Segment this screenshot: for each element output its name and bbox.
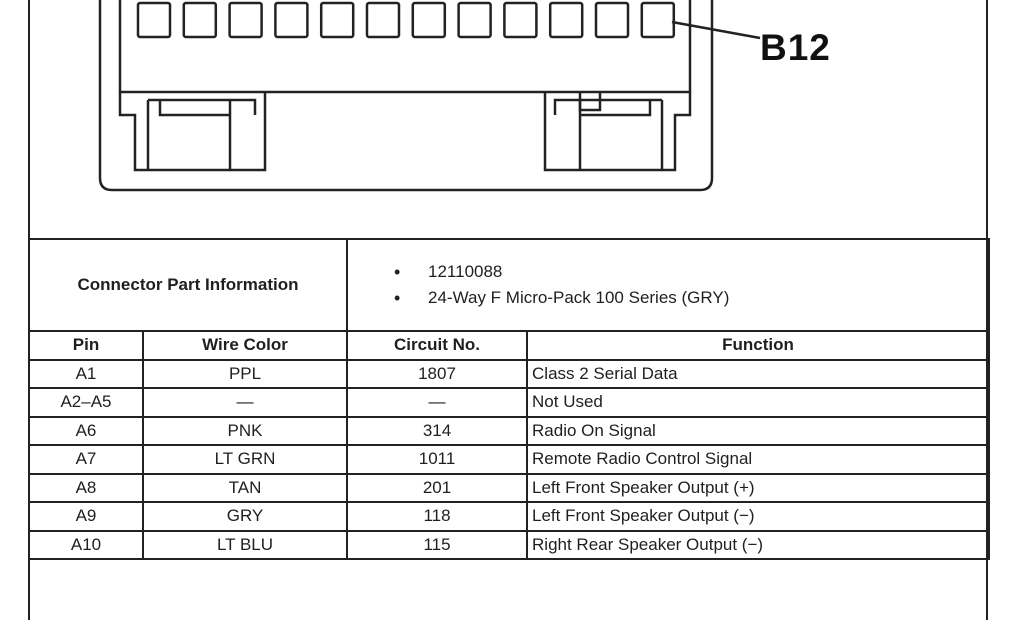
function-cell: Radio On Signal — [527, 417, 989, 446]
wire-color-cell: — — [143, 388, 347, 417]
right-latch — [555, 100, 662, 170]
table-row — [29, 474, 989, 503]
pin-cavity — [230, 3, 262, 37]
connector-part-number: • 12110088 — [388, 259, 984, 285]
wire-color-cell: LT BLU — [143, 531, 347, 560]
circuit-cell: 115 — [347, 531, 527, 560]
pin-cavity — [184, 3, 216, 37]
pin-cell: A9 — [29, 502, 143, 531]
table-row — [29, 388, 989, 417]
pin-cell: A7 — [29, 445, 143, 474]
pin-cavity — [367, 3, 399, 37]
function-cell: Left Front Speaker Output (+) — [527, 474, 989, 503]
table-row — [29, 360, 989, 389]
pin-cavity — [596, 3, 628, 37]
circuit-cell: 118 — [347, 502, 527, 531]
pin-cavity — [459, 3, 491, 37]
pin-cell: A1 — [29, 360, 143, 389]
wire-color-cell: PNK — [143, 417, 347, 446]
connector-diagram — [0, 0, 1024, 240]
function-cell: Class 2 Serial Data — [527, 360, 989, 389]
header-pin: Pin — [29, 331, 143, 360]
function-cell: Not Used — [527, 388, 989, 417]
connector-info-row — [29, 239, 989, 331]
table-row — [29, 502, 989, 531]
table-row — [29, 417, 989, 446]
pin-cell: A10 — [29, 531, 143, 560]
callout-leader-line — [672, 22, 760, 38]
pin-cavity — [275, 3, 307, 37]
function-cell: Left Front Speaker Output (−) — [527, 502, 989, 531]
pin-cavity — [550, 3, 582, 37]
left-latch — [148, 100, 255, 170]
table-row — [29, 531, 989, 560]
wire-color-cell: LT GRN — [143, 445, 347, 474]
pin-row — [138, 3, 674, 37]
header-wire-color: Wire Color — [143, 331, 347, 360]
wire-color-cell: GRY — [143, 502, 347, 531]
pin-cavity — [138, 3, 170, 37]
table-header-row — [29, 331, 989, 360]
header-function: Function — [527, 331, 989, 360]
circuit-cell: 314 — [347, 417, 527, 446]
pin-cavity — [321, 3, 353, 37]
header-circuit-no: Circuit No. — [347, 331, 527, 360]
pin-cell: A8 — [29, 474, 143, 503]
connector-pin-table — [28, 238, 990, 560]
connector-description: • 24-Way F Micro-Pack 100 Series (GRY) — [388, 285, 984, 311]
pin-callout-label: B12 — [760, 27, 831, 68]
circuit-cell: — — [347, 388, 527, 417]
wire-color-cell: PPL — [143, 360, 347, 389]
connector-info-label: Connector Part Information — [29, 239, 347, 331]
circuit-cell: 201 — [347, 474, 527, 503]
connector-step-line — [120, 92, 265, 170]
pin-cavity — [642, 3, 674, 37]
circuit-cell: 1011 — [347, 445, 527, 474]
pin-cavity — [413, 3, 445, 37]
pin-cell: A2–A5 — [29, 388, 143, 417]
pin-cell: A6 — [29, 417, 143, 446]
circuit-cell: 1807 — [347, 360, 527, 389]
pin-cavity — [504, 3, 536, 37]
table-row — [29, 445, 989, 474]
connector-step-line-right — [545, 92, 690, 170]
function-cell: Right Rear Speaker Output (−) — [527, 531, 989, 560]
connector-info-details — [347, 239, 989, 331]
function-cell: Remote Radio Control Signal — [527, 445, 989, 474]
wire-color-cell: TAN — [143, 474, 347, 503]
